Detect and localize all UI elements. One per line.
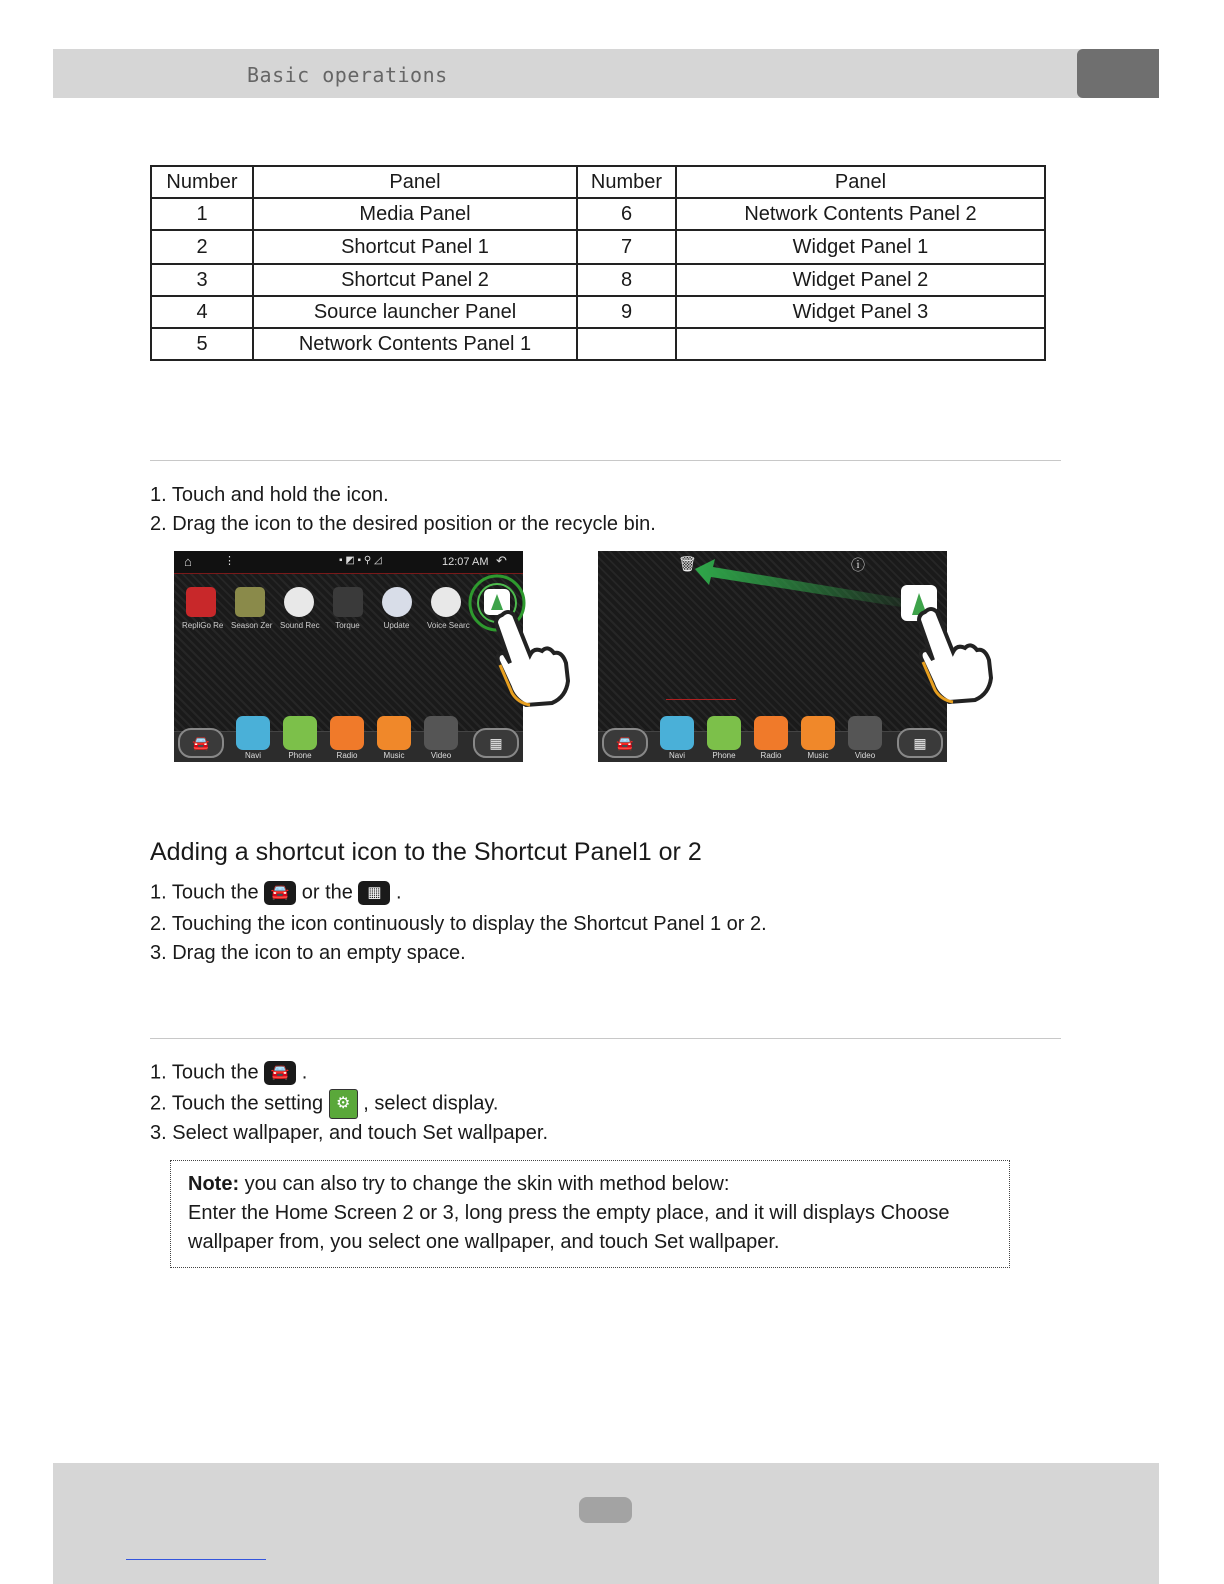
footer-bar: [53, 1463, 1159, 1584]
note-line-1: [188, 1173, 729, 1196]
app-tile[interactable]: [427, 587, 470, 630]
app-label: RepliGo Re: [182, 621, 224, 630]
footer-link[interactable]: [126, 1559, 266, 1560]
car-icon[interactable]: 🚘: [178, 728, 224, 758]
table-header: Number: [151, 166, 253, 198]
dock-item-music[interactable]: [377, 716, 411, 760]
shortcut-step-2: 2. Touching the icon continuously to display the Shortcut Panel 1 or 2.: [150, 913, 767, 935]
app-tile[interactable]: [378, 587, 415, 630]
step-text: , select display.: [363, 1092, 499, 1115]
panel-table: [150, 165, 1046, 361]
step-text: .: [301, 1061, 308, 1084]
table-cell: Network Contents Panel 1: [253, 328, 577, 360]
wallpaper-step-2: [150, 1089, 498, 1119]
table-cell: 6: [577, 198, 676, 230]
app-label: Season Zer: [231, 621, 273, 630]
table-row: [151, 264, 1045, 296]
step-text: 1. Touch the: [150, 1061, 259, 1084]
trash-icon[interactable]: 🗑: [678, 556, 698, 573]
dock-item-video[interactable]: [848, 716, 882, 760]
dock-label: Navi: [668, 751, 685, 760]
dock-item-video[interactable]: [424, 716, 458, 760]
note-box: [170, 1160, 1010, 1268]
table-row: [151, 328, 1045, 360]
app-row: [182, 587, 470, 630]
app-label: Sound Rec: [280, 621, 320, 630]
table-cell: Widget Panel 1: [676, 230, 1045, 264]
table-cell: 1: [151, 198, 253, 230]
section-divider: [150, 460, 1061, 461]
music-icon: [377, 716, 411, 750]
table-cell: 5: [151, 328, 253, 360]
note-line-3: wallpaper from, you select one wallpaper, and touch Set wallpaper.: [188, 1231, 780, 1253]
dock-item-phone[interactable]: [283, 716, 317, 760]
table-cell: [676, 328, 1045, 360]
header-tab: [1077, 49, 1159, 98]
dock-item-radio[interactable]: [330, 716, 364, 760]
dock-label: Video: [854, 751, 876, 760]
status-icons: ▪ ◩ ▪ ⚲ ◿: [339, 555, 382, 566]
info-icon[interactable]: ⓘ: [851, 557, 865, 573]
table-cell: Media Panel: [253, 198, 577, 230]
update-app-icon: [382, 587, 412, 617]
dock-item-navi[interactable]: [236, 716, 270, 760]
screenshot-drag-to-bin: [598, 551, 947, 762]
table-cell: 3: [151, 264, 253, 296]
app-label: Torque: [335, 621, 360, 630]
page-number-badge: [579, 1497, 632, 1523]
table-header: Panel: [676, 166, 1045, 198]
grid-icon: ▦: [358, 881, 390, 905]
home-icon: ⌂: [184, 554, 192, 569]
back-icon: ↶: [496, 553, 507, 568]
note-text: you can also try to change the skin with method below:: [239, 1173, 730, 1195]
step-text: or the: [301, 881, 353, 904]
microphone-app-icon: [284, 587, 314, 617]
table-cell: 9: [577, 296, 676, 328]
dock-item-music[interactable]: [801, 716, 835, 760]
table-cell: Widget Panel 2: [676, 264, 1045, 296]
navi-icon: [660, 716, 694, 750]
red-marker: [666, 699, 736, 700]
note-label: Note:: [188, 1173, 240, 1195]
shortcut-step-1: [150, 881, 402, 905]
table-cell: 7: [577, 230, 676, 264]
table-cell: 4: [151, 296, 253, 328]
move-step-1: 1. Touch and hold the icon.: [150, 484, 389, 506]
table-cell: Source launcher Panel: [253, 296, 577, 328]
hand-pointer-icon: [913, 604, 1003, 706]
dock-item-navi[interactable]: [660, 716, 694, 760]
dock-label: Phone: [712, 751, 736, 760]
screenshot-home-apps: [174, 551, 523, 762]
table-cell: 2: [151, 230, 253, 264]
obd-app-icon: [333, 587, 363, 617]
dock: [174, 710, 523, 762]
table-cell: Shortcut Panel 1: [253, 230, 577, 264]
app-tile[interactable]: [231, 587, 273, 630]
wallpaper-step-3: 3. Select wallpaper, and touch Set wallpaper.: [150, 1122, 549, 1144]
shortcut-step-3: 3. Drag the icon to an empty space.: [150, 942, 466, 964]
car-icon: 🚘: [264, 881, 296, 905]
radio-icon: [754, 716, 788, 750]
drag-arrow: [695, 559, 905, 609]
video-icon: [848, 716, 882, 750]
dock-item-radio[interactable]: [754, 716, 788, 760]
dock-label: Navi: [244, 751, 261, 760]
step-text: 2. Touch the setting: [150, 1092, 324, 1115]
wallpaper-step-1: [150, 1061, 307, 1085]
dock-label: Music: [383, 751, 405, 760]
dock-items: [660, 716, 882, 760]
phone-icon: [283, 716, 317, 750]
app-label: Voice Searc: [427, 621, 470, 630]
table-row: [151, 230, 1045, 264]
table-cell: 8: [577, 264, 676, 296]
app-tile[interactable]: [280, 587, 320, 630]
table-row: [151, 198, 1045, 230]
radio-icon: [330, 716, 364, 750]
table-header: Number: [577, 166, 676, 198]
navi-icon: [236, 716, 270, 750]
pdf-app-icon: [186, 587, 216, 617]
dock-item-phone[interactable]: [707, 716, 741, 760]
dock-label: Phone: [288, 751, 312, 760]
grid-icon[interactable]: ▦: [897, 728, 943, 758]
hand-pointer-icon: [490, 607, 572, 707]
dock-label: Video: [430, 751, 452, 760]
header-bar: [53, 49, 1159, 98]
move-step-2: 2. Drag the icon to the desired position or the recycle bin.: [150, 513, 656, 535]
table-header: Panel: [253, 166, 577, 198]
car-icon: 🚘: [264, 1061, 296, 1085]
status-time: 12:07 AM: [442, 556, 489, 568]
step-text: 1. Touch the: [150, 881, 259, 904]
app-tile[interactable]: [182, 587, 224, 630]
header-title: Basic operations: [247, 63, 448, 87]
car-icon[interactable]: 🚘: [602, 728, 648, 758]
dock: [598, 710, 947, 762]
dock-label: Radio: [760, 751, 782, 760]
table-cell: Widget Panel 3: [676, 296, 1045, 328]
table-cell: Network Contents Panel 2: [676, 198, 1045, 230]
section-divider: [150, 1038, 1061, 1039]
gear-icon: ⚙: [329, 1089, 358, 1119]
step-text: .: [396, 881, 402, 904]
butterfly-app-icon: [235, 587, 265, 617]
section-heading: Adding a shortcut icon to the Shortcut Panel1 or 2: [150, 838, 702, 866]
note-line-2: Enter the Home Screen 2 or 3, long press the empty place, and it will displays Choose: [188, 1202, 950, 1224]
app-tile[interactable]: [329, 587, 366, 630]
dock-label: Music: [807, 751, 829, 760]
table-row: [151, 296, 1045, 328]
dock-items: [236, 716, 458, 760]
table-cell: Shortcut Panel 2: [253, 264, 577, 296]
app-label: Update: [383, 621, 410, 630]
phone-icon: [707, 716, 741, 750]
grid-icon[interactable]: ▦: [473, 728, 519, 758]
video-icon: [424, 716, 458, 750]
table-header-row: [151, 166, 1045, 198]
microphone-app-icon: [431, 587, 461, 617]
dock-label: Radio: [336, 751, 358, 760]
menu-dots-icon: ⋮: [224, 555, 235, 567]
music-icon: [801, 716, 835, 750]
table-cell: [577, 328, 676, 360]
